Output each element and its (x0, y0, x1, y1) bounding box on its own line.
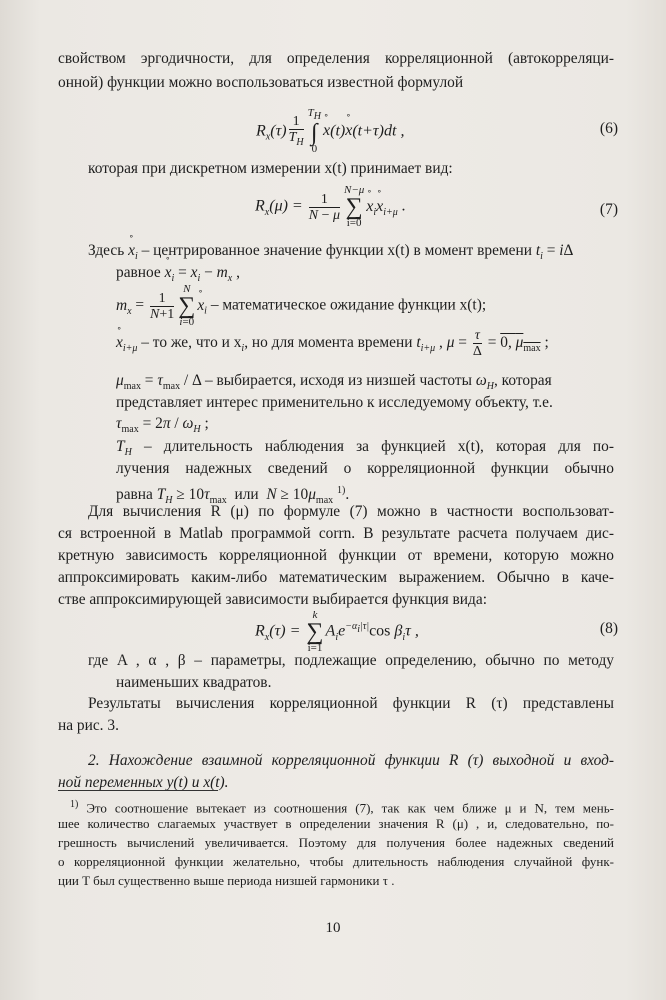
paragraph-line: свойством эргодичности, для определения корреляционной (автокорреляци- (58, 50, 614, 67)
footnote-line: шее количество слагаемых участвует в определении значения R (μ) , и, следовательно, по- (58, 816, 614, 831)
paragraph-line: Для вычисления R (μ) по формуле (7) можно в частности воспользоват- (88, 503, 614, 520)
paragraph-line: на рис. 3. (58, 717, 119, 734)
equation-7: $R_x(\mu)$ = $\frac{1}{N - \mu}$ N−μ ∑ i=0 ˚ $x_i˚$ $x_{i+\mu}$ . (7) (0, 185, 666, 225)
definition-line: равное ˚ $x_i = x_i - m_x$ , (116, 262, 616, 289)
paragraph-line: онной) функции можно воспользоваться известной формулой (58, 74, 464, 91)
paragraph-line: которая при дискретном измерении x(t) принимает вид: (88, 160, 453, 177)
footnote-line: грешность вычислений увеличивается. Поэтому для получения более надежных сведений (58, 835, 614, 850)
paragraph-line: кретную зависимость корреляционной функции от времени, которую можно (58, 547, 614, 564)
paragraph-line: Результаты вычисления корреляционной функции R (τ) представлены (88, 695, 614, 712)
definition-line: $\tau_{max} = 2\pi / \omega_H$ ; (116, 415, 209, 436)
section-heading: 2. Нахождение взаимной корреляционной функции R (τ) выходной и вход- (88, 752, 614, 769)
paragraph-line: ся встроенной в Matlab программой corrn. В результате расчета получаем дис- (58, 525, 614, 542)
equation-number: (7) (599, 201, 618, 218)
definition-line: лучения надежных сведений о корреляционной функции обычно (116, 460, 614, 477)
definition-line: равна $T_H \ge 10\tau_{max}$ или $N \ge 10\mu_{max}$ $^{1)}$. (116, 485, 350, 507)
paragraph-line: наименьших квадратов. (116, 674, 272, 691)
definition-line: $\mu_{max} = \tau_{max} / \Delta$ – выбирается, исходя из низшей частоты $\omega_H$, которая (116, 372, 552, 393)
footnote-line: о корреляционной функции желательно, чтобы длительность наблюдения случайной функ- (58, 854, 614, 869)
definition-line: Здесь ˚ $x_i$ – центрированное значение функции x(t) в момент времени $t_i = i\Delta$ (88, 240, 618, 267)
page-number: 10 (325, 920, 341, 936)
section-heading: ной переменных y(t) и x(t). (58, 774, 229, 791)
equation-number: (6) (599, 120, 618, 137)
equation-8: $R_x(\tau)$ = k ∑ i=1 $A_ie^{-\alpha_i|\tau|}\cos$ $\beta_i\tau$ , (8) (255, 609, 618, 654)
definition-line: представляет интерес применительно к исследуемому объекту, т.е. (116, 394, 553, 411)
equation-number: (8) (599, 620, 618, 637)
definition-line: ˚ $x_{i+\mu}$ – то же, что и $x_i$, но для момента времени $t_{i+\mu}$ , μ = $\frac{\tau}{\Delta}$ = 0, $\mu_{max}$ ; (116, 328, 616, 359)
definition-line: $m_x$ = $\frac{1}{N+1}$ N ∑ i=0 ˚ $x_i$ – математическое ожидание функции x(t); (116, 284, 616, 328)
paragraph-line: где A , α , β – параметры, подлежащие определению, обычно по методу (88, 652, 614, 669)
footnote-rule (58, 790, 218, 791)
paragraph-line: аппроксимировать каким-либо математическим выражением. Обычно в каче- (58, 569, 614, 586)
definition-line: $T_H$ – длительность наблюдения за функцией x(t), которая для по- (116, 438, 614, 459)
footnote-line: ции T был существенно выше периода низшей гармоники τ . (58, 873, 395, 888)
paragraph-line: стве аппроксимирующей зависимости выбирается функция вида: (58, 591, 487, 608)
equation-6: $R_x(\tau)$ $\frac{1}{T_H}$ $T_H$ ∫ 0 ˚ x(t)˚ x(t+τ)dt , (6) (0, 108, 666, 148)
footnote-line: $^{1)}$ Это соотношение вытекает из соотношения (7), так как чем ближе μ и N, тем мень- (70, 799, 615, 816)
